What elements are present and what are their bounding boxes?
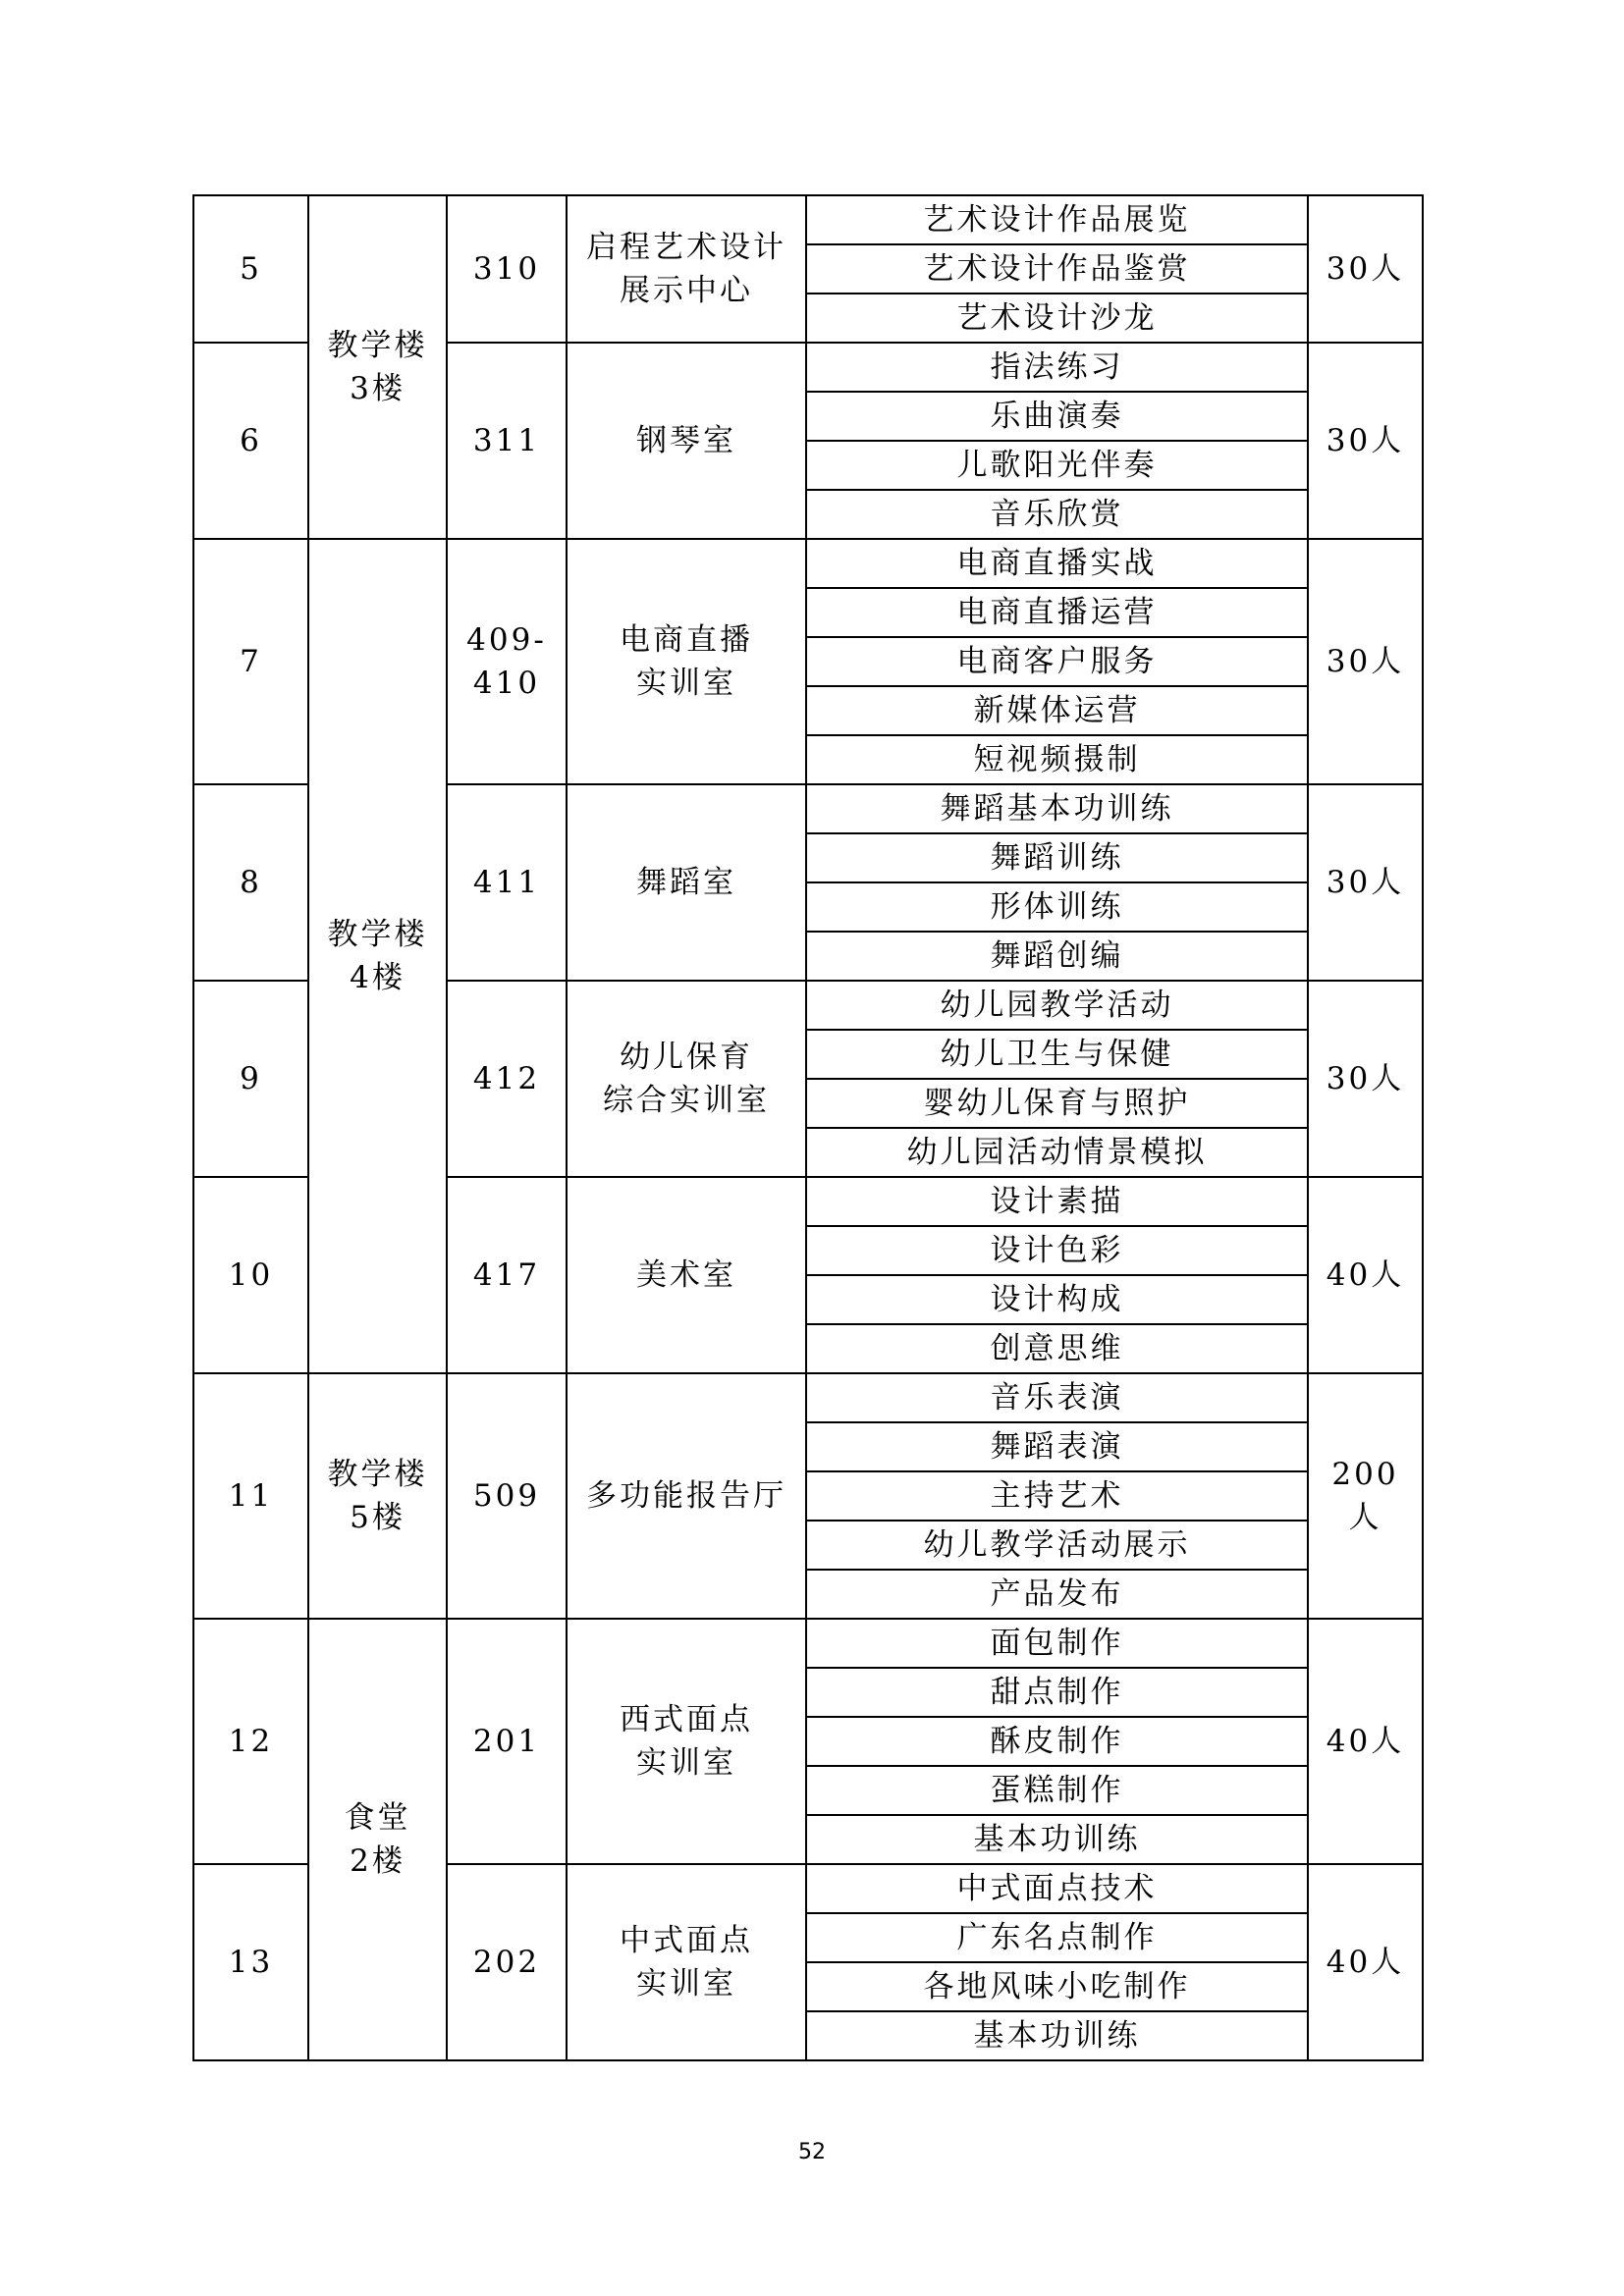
building-cell: 食堂 2楼: [308, 1619, 447, 2060]
capacity-cell: 30人: [1308, 981, 1423, 1177]
table-row: [193, 539, 1423, 588]
course-cell: 设计素描: [806, 1177, 1308, 1226]
page-number: 52: [798, 2140, 826, 2164]
course-cell: 酥皮制作: [806, 1717, 1308, 1766]
building-cell: 教学楼 4楼: [308, 539, 447, 1373]
course-cell: 甜点制作: [806, 1668, 1308, 1717]
course-cell: 幼儿卫生与保健: [806, 1030, 1308, 1079]
course-cell: 主持艺术: [806, 1471, 1308, 1521]
course-cell: 基本功训练: [806, 1815, 1308, 1864]
capacity-cell: 30人: [1308, 195, 1423, 343]
room-name-cell: 西式面点 实训室: [567, 1619, 806, 1864]
room-cell: 411: [447, 784, 567, 981]
row-number: 13: [193, 1864, 308, 2060]
room-cell: 509: [447, 1373, 567, 1619]
room-name-cell: 钢琴室: [567, 343, 806, 539]
room-name-cell: 中式面点 实训室: [567, 1864, 806, 2060]
course-cell: 广东名点制作: [806, 1913, 1308, 1962]
table-row: [193, 1619, 1423, 1668]
course-cell: 舞蹈创编: [806, 932, 1308, 981]
course-cell: 儿歌阳光伴奏: [806, 441, 1308, 490]
room-name-cell: 多功能报告厅: [567, 1373, 806, 1619]
room-cell: 409- 410: [447, 539, 567, 784]
room-name-cell: 启程艺术设计 展示中心: [567, 195, 806, 343]
course-cell: 舞蹈训练: [806, 833, 1308, 882]
row-number: 5: [193, 195, 308, 343]
table-row: [193, 1373, 1423, 1422]
row-number: 8: [193, 784, 308, 981]
course-cell: 设计色彩: [806, 1226, 1308, 1275]
row-number: 12: [193, 1619, 308, 1864]
capacity-cell: 200 人: [1308, 1373, 1423, 1619]
room-cell: 417: [447, 1177, 567, 1373]
course-cell: 各地风味小吃制作: [806, 1962, 1308, 2011]
capacity-cell: 40人: [1308, 1864, 1423, 2060]
row-number: 10: [193, 1177, 308, 1373]
room-name-cell: 电商直播 实训室: [567, 539, 806, 784]
table-row: [193, 195, 1423, 244]
course-cell: 短视频摄制: [806, 735, 1308, 784]
course-cell: 电商直播运营: [806, 588, 1308, 637]
course-cell: 新媒体运营: [806, 686, 1308, 735]
course-cell: 艺术设计沙龙: [806, 294, 1308, 343]
course-cell: 音乐欣赏: [806, 490, 1308, 539]
course-cell: 中式面点技术: [806, 1864, 1308, 1913]
room-cell: 311: [447, 343, 567, 539]
room-cell: 310: [447, 195, 567, 343]
course-cell: 基本功训练: [806, 2011, 1308, 2060]
row-number: 7: [193, 539, 308, 784]
capacity-cell: 30人: [1308, 343, 1423, 539]
building-cell: 教学楼 5楼: [308, 1373, 447, 1619]
room-cell: 412: [447, 981, 567, 1177]
course-cell: 产品发布: [806, 1570, 1308, 1619]
room-cell: 202: [447, 1864, 567, 2060]
course-cell: 指法练习: [806, 343, 1308, 392]
course-cell: 幼儿教学活动展示: [806, 1521, 1308, 1570]
course-cell: 婴幼儿保育与照护: [806, 1079, 1308, 1128]
course-cell: 乐曲演奏: [806, 392, 1308, 441]
course-cell: 音乐表演: [806, 1373, 1308, 1422]
room-cell: 201: [447, 1619, 567, 1864]
course-cell: 幼儿园教学活动: [806, 981, 1308, 1030]
course-cell: 艺术设计作品展览: [806, 195, 1308, 244]
building-cell: 教学楼 3楼: [308, 195, 447, 539]
room-name-cell: 舞蹈室: [567, 784, 806, 981]
capacity-cell: 30人: [1308, 784, 1423, 981]
row-number: 11: [193, 1373, 308, 1619]
course-cell: 电商客户服务: [806, 637, 1308, 686]
course-cell: 形体训练: [806, 882, 1308, 932]
row-number: 9: [193, 981, 308, 1177]
capacity-cell: 30人: [1308, 539, 1423, 784]
row-number: 6: [193, 343, 308, 539]
course-cell: 艺术设计作品鉴赏: [806, 244, 1308, 294]
room-name-cell: 幼儿保育 综合实训室: [567, 981, 806, 1177]
course-cell: 蛋糕制作: [806, 1766, 1308, 1815]
course-cell: 舞蹈表演: [806, 1422, 1308, 1471]
course-cell: 舞蹈基本功训练: [806, 784, 1308, 833]
course-cell: 幼儿园活动情景模拟: [806, 1128, 1308, 1177]
capacity-cell: 40人: [1308, 1619, 1423, 1864]
course-cell: 设计构成: [806, 1275, 1308, 1324]
course-cell: 电商直播实战: [806, 539, 1308, 588]
facility-table: [192, 194, 1424, 2061]
course-cell: 创意思维: [806, 1324, 1308, 1373]
course-cell: 面包制作: [806, 1619, 1308, 1668]
room-name-cell: 美术室: [567, 1177, 806, 1373]
capacity-cell: 40人: [1308, 1177, 1423, 1373]
